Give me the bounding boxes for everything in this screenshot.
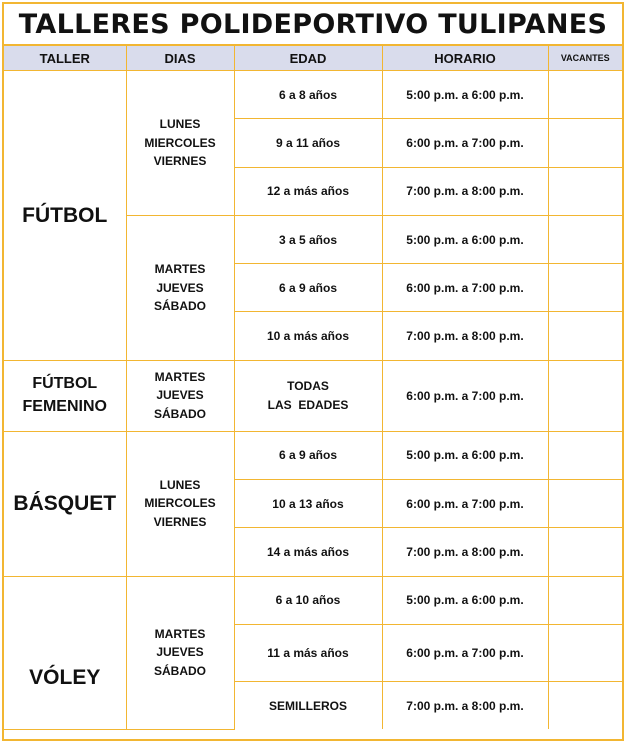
day-label: LUNES	[159, 117, 201, 132]
day-label: LUNES	[159, 477, 201, 492]
horario-cell: 7:00 p.m. a 8:00 p.m.	[382, 681, 548, 729]
dias-cell	[126, 431, 234, 576]
edad-label: TODAS	[287, 379, 329, 394]
day-label: MARTES	[154, 369, 206, 384]
vacantes-cell[interactable]	[548, 681, 622, 729]
edad-cell: 6 a 9 años	[234, 264, 382, 312]
day-label: SÁBADO	[153, 664, 206, 679]
dias-cell	[126, 71, 234, 216]
header-edad: EDAD	[234, 46, 382, 71]
dias-cell	[126, 576, 234, 729]
vacantes-cell[interactable]	[548, 215, 622, 263]
schedule-table	[4, 46, 622, 730]
header-taller: TALLER	[4, 46, 126, 71]
horario-cell: 6:00 p.m. a 7:00 p.m.	[382, 480, 548, 528]
day-label: VIERNES	[153, 154, 207, 169]
day-label: MIERCOLES	[144, 135, 216, 150]
horario-cell: 5:00 p.m. a 6:00 p.m.	[382, 215, 548, 263]
day-label: VIERNES	[153, 515, 207, 530]
horario-cell: 5:00 p.m. a 6:00 p.m.	[382, 576, 548, 624]
day-label: SÁBADO	[153, 299, 206, 314]
vacantes-cell[interactable]	[548, 480, 622, 528]
taller-label: FEMENINO	[22, 397, 107, 415]
dias-cell	[126, 360, 234, 431]
dias-cell	[126, 215, 234, 360]
edad-cell: 6 a 10 años	[234, 576, 382, 624]
day-label: SÁBADO	[153, 407, 206, 422]
vacantes-cell[interactable]	[548, 360, 622, 431]
vacantes-cell[interactable]	[548, 576, 622, 624]
edad-cell: 9 a 11 años	[234, 119, 382, 167]
table-row	[4, 576, 622, 624]
vacantes-cell[interactable]	[548, 167, 622, 215]
edad-cell: 10 a más años	[234, 312, 382, 360]
header-horario: HORARIO	[382, 46, 548, 71]
horario-cell: 7:00 p.m. a 8:00 p.m.	[382, 167, 548, 215]
edad-cell: 6 a 8 años	[234, 71, 382, 119]
day-label: JUEVES	[156, 280, 204, 295]
horario-cell: 6:00 p.m. a 7:00 p.m.	[382, 360, 548, 431]
edad-cell: 12 a más años	[234, 167, 382, 215]
header-vacantes: VACANTES	[548, 46, 622, 71]
edad-cell: 14 a más años	[234, 528, 382, 576]
taller-futbol-femenino	[4, 360, 126, 431]
horario-cell: 5:00 p.m. a 6:00 p.m.	[382, 431, 548, 479]
taller-basquet: BÁSQUET	[4, 431, 126, 576]
header-dias: DIAS	[126, 46, 234, 71]
edad-cell: 3 a 5 años	[234, 215, 382, 263]
day-label: MARTES	[154, 626, 206, 641]
vacantes-cell[interactable]	[548, 312, 622, 360]
edad-cell: 6 a 9 años	[234, 431, 382, 479]
edad-cell: 11 a más años	[234, 624, 382, 681]
vacantes-cell[interactable]	[548, 624, 622, 681]
table-row	[4, 71, 622, 119]
horario-cell: 7:00 p.m. a 8:00 p.m.	[382, 528, 548, 576]
horario-cell: 5:00 p.m. a 6:00 p.m.	[382, 71, 548, 119]
table-row	[4, 431, 622, 479]
horario-cell: 7:00 p.m. a 8:00 p.m.	[382, 312, 548, 360]
taller-label: FÚTBOL	[32, 375, 98, 393]
schedule-sheet	[2, 2, 624, 741]
horario-cell: 6:00 p.m. a 7:00 p.m.	[382, 624, 548, 681]
horario-cell: 6:00 p.m. a 7:00 p.m.	[382, 119, 548, 167]
header-row	[4, 46, 622, 71]
edad-cell: 10 a 13 años	[234, 480, 382, 528]
taller-voley: VÓLEY	[4, 576, 126, 729]
edad-cell: SEMILLEROS	[234, 681, 382, 729]
edad-label: LAS EDADES	[267, 397, 349, 412]
day-label: MIERCOLES	[144, 496, 216, 511]
vacantes-cell[interactable]	[548, 528, 622, 576]
taller-futbol: FÚTBOL	[4, 71, 126, 361]
page-title: TALLERES POLIDEPORTIVO TULIPANES	[4, 4, 622, 46]
vacantes-cell[interactable]	[548, 71, 622, 119]
vacantes-cell[interactable]	[548, 431, 622, 479]
edad-cell	[234, 360, 382, 431]
day-label: JUEVES	[156, 388, 204, 403]
table-row	[4, 360, 622, 431]
horario-cell: 6:00 p.m. a 7:00 p.m.	[382, 264, 548, 312]
vacantes-cell[interactable]	[548, 119, 622, 167]
day-label: JUEVES	[156, 645, 204, 660]
vacantes-cell[interactable]	[548, 264, 622, 312]
day-label: MARTES	[154, 261, 206, 276]
